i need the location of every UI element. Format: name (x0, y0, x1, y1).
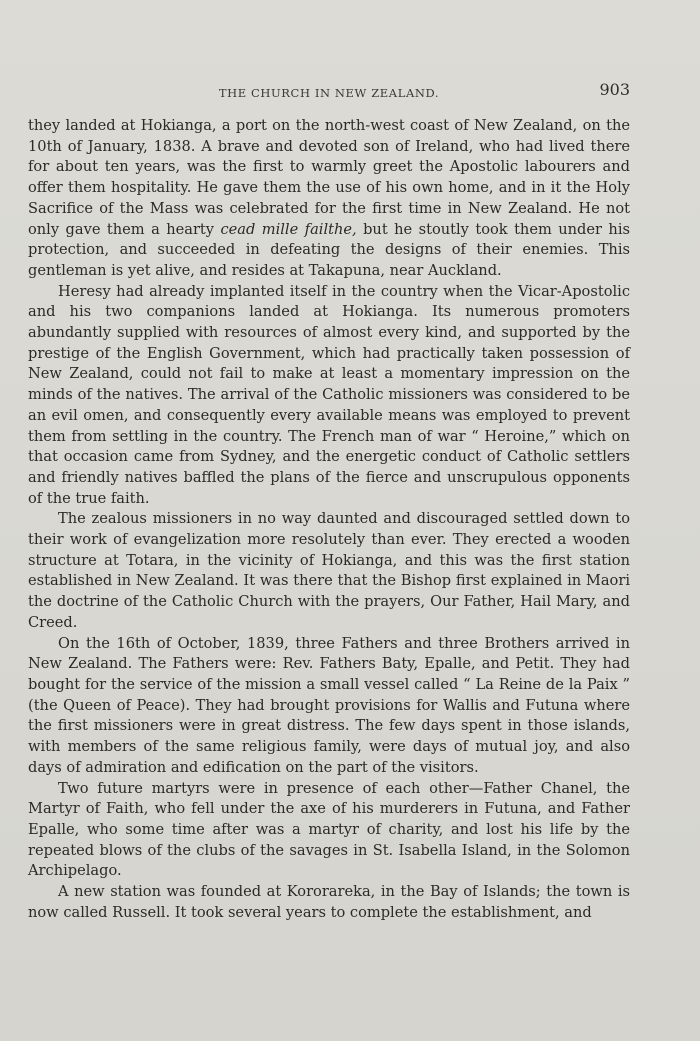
gaelic-phrase: cead mille failthe, (220, 220, 357, 238)
page-number: 903 (599, 80, 630, 99)
paragraph-text: they landed at Hokianga, a port on the north-west coast of New Zealand, on the 10th of January, 1838. A brave and devoted son of Ireland, who had lived there for about ten years, was the first to warmly greet the Apostolic labourers and offer them hospitality. He gave them the use of his own home, and in it the Holy Sacrifice of the Mass was celebrated for the first time in New Zealand. He not only gave them a hearty (28, 117, 630, 238)
paragraph-text: but he stoutly took them under his protection, and succeeded in defeating the designs of their enemies. This gentleman is yet alive, and resides at Takapuna, near Auckland. (28, 220, 630, 279)
page-header (28, 80, 630, 104)
paragraph: Two future martyrs were in presence of each other—Father Chanel, the Martyr of Faith, who fell under the axe of his murderers in Futuna, and Father Epalle, who some time after was a martyr of charity, and lost his life by the repeated blows of the clubs of the savages in St. Isabella Island, in the Solomon Archipelago. (28, 779, 630, 880)
paragraph: On the 16th of October, 1839, three Fathers and three Brothers arrived in New Zealand. The Fathers were: Rev. Fathers Baty, Epalle, and Petit. They had bought for the service of the mission a small vessel called “ La Reine de la Paix ” (the Queen of Peace). They had brought provisions for Wallis and Futuna where the first missioners were in great distress. The few days spent in those islands, with members of the same religious family, were days of mutual joy, and also days of admiration and edification on the part of the visitors. (28, 634, 630, 776)
paragraph: The zealous missioners in no way daunted and discouraged settled down to their work of evangelization more resolutely than ever. They erected a wooden structure at Totara, in the vicinity of Hokianga, and this was the first station established in New Zealand. It was there that the Bishop first explained in Maori the doctrine of the Catholic Church with the prayers, Our Father, Hail Mary, and Creed. (28, 510, 630, 631)
paragraph-continued (28, 116, 630, 282)
body-text (28, 116, 630, 923)
running-title: THE CHURCH IN NEW ZEALAND. (218, 86, 440, 100)
paragraph: Heresy had already implanted itself in the country when the Vicar-Apostolic and his two companions landed at Hokianga. Its numerous promoters abundantly supplied with resources of almost every kind, and supported by the prestige of the English Government, which had practically taken possession of New Zealand, could not fail to make at least a momentary impression on the minds of the natives. The arrival of the Catholic missioners was considered to be an evil omen, and consequently every available means was employed to prevent them from settling in the country. The French man of war “ Heroine,” which on that occasion came from Sydney, and the energetic conduct of Catholic settlers and friendly natives baffled the plans of the fierce and unscrupulous opponents of the true faith. (28, 282, 630, 507)
paragraph: A new station was founded at Kororareka, in the Bay of Islands; the town is now called Russell. It took several years to complete the establishment, and (28, 883, 630, 921)
